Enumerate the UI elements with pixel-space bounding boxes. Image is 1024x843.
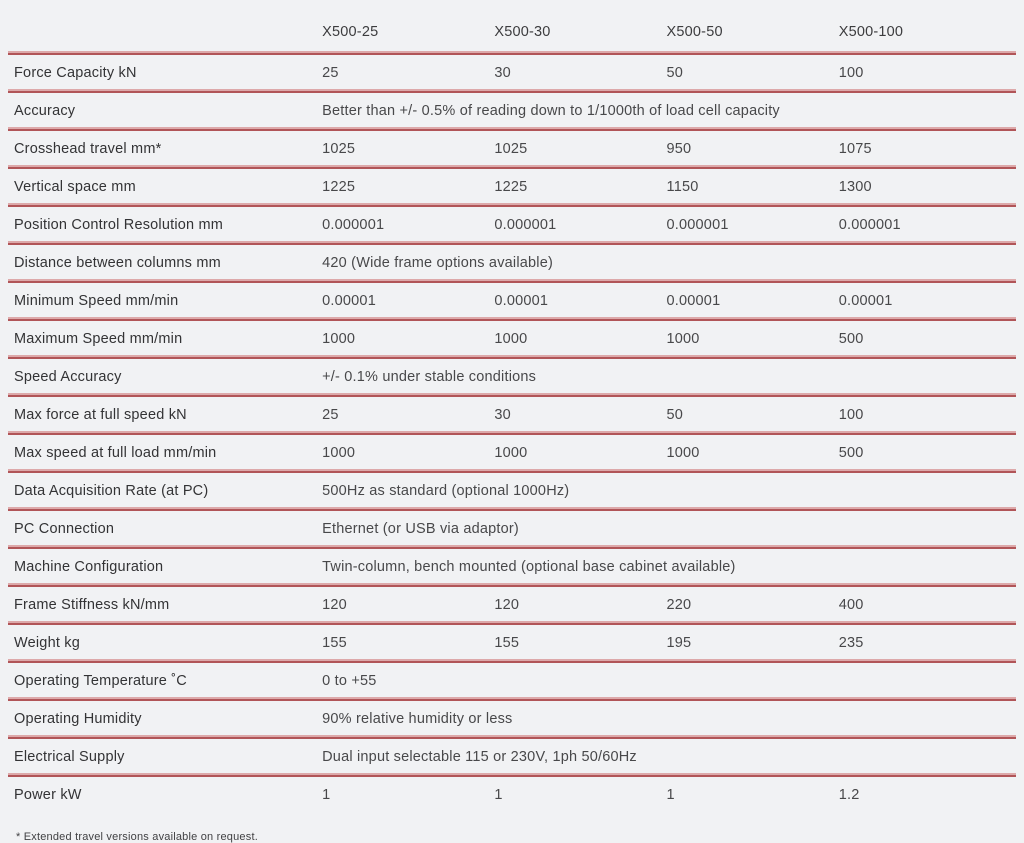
spec-value: 0.00001	[490, 282, 662, 320]
table-row	[8, 54, 1016, 92]
spec-table-header	[8, 10, 1016, 54]
table-row	[8, 396, 1016, 434]
spec-value-spanning: Dual input selectable 115 or 230V, 1ph 50/60Hz	[318, 738, 1016, 776]
spec-value: 1.2	[838, 787, 860, 803]
column-header-x500-25: X500-25	[318, 10, 490, 54]
column-header-x500-50: X500-50	[663, 10, 835, 54]
spec-value: 1000	[490, 434, 662, 472]
spec-table	[8, 10, 1016, 813]
spec-value: 30	[490, 54, 662, 92]
spec-row-label: Electrical Supply	[8, 738, 318, 776]
spec-value: 1	[494, 787, 503, 803]
spec-row-label: Force Capacity kN	[8, 54, 318, 92]
spec-value: 500	[835, 320, 1016, 358]
table-row	[8, 206, 1016, 244]
spec-row-label: Minimum Speed mm/min	[8, 282, 318, 320]
spec-value-spanning: +/- 0.1% under stable conditions	[318, 358, 1016, 396]
spec-row-label: Operating Temperature ˚C	[8, 662, 318, 700]
spec-value: 155	[490, 624, 662, 662]
spec-row-label: Accuracy	[8, 92, 318, 130]
table-row	[8, 700, 1016, 738]
spec-row-label: Max speed at full load mm/min	[8, 434, 318, 472]
spec-row-label: Crosshead travel mm*	[8, 130, 318, 168]
table-row	[8, 168, 1016, 206]
table-row	[8, 472, 1016, 510]
spec-value: 0.000001	[490, 206, 662, 244]
spec-value: 1075	[835, 130, 1016, 168]
spec-value: 50	[663, 54, 835, 92]
column-header-x500-100: X500-100	[835, 10, 1016, 54]
column-header-x500-30: X500-30	[490, 10, 662, 54]
spec-value-spanning: 0 to +55	[318, 662, 1016, 700]
spec-row-label: Machine Configuration	[8, 548, 318, 586]
table-row	[8, 548, 1016, 586]
table-row	[8, 662, 1016, 700]
spec-row-label: Operating Humidity	[8, 700, 318, 738]
spec-value: 30	[490, 396, 662, 434]
spec-value: 100	[835, 396, 1016, 434]
spec-row-label: Vertical space mm	[8, 168, 318, 206]
spec-value: 235	[835, 624, 1016, 662]
header-row	[8, 10, 1016, 54]
spec-value: 25	[318, 54, 490, 92]
spec-value: 1	[666, 787, 675, 803]
spec-value: 1	[322, 787, 331, 803]
table-row	[8, 624, 1016, 662]
spec-row-label: Weight kg	[8, 624, 318, 662]
spec-value: 220	[663, 586, 835, 624]
spec-value: 1000	[663, 434, 835, 472]
spec-value: 25	[318, 396, 490, 434]
table-row	[8, 244, 1016, 282]
spec-value: 950	[663, 130, 835, 168]
spec-value: 1025	[318, 130, 490, 168]
table-row	[8, 282, 1016, 320]
spec-row-label: Speed Accuracy	[8, 358, 318, 396]
spec-value-spanning: Better than +/- 0.5% of reading down to 1/1000th of load cell capacity	[318, 92, 1016, 130]
spec-row-label: Max force at full speed kN	[8, 396, 318, 434]
spec-value: 50	[663, 396, 835, 434]
spec-value: 100	[835, 54, 1016, 92]
table-row	[8, 320, 1016, 358]
spec-value: 1000	[490, 320, 662, 358]
spec-value: 0.000001	[663, 206, 835, 244]
spec-value: 0.000001	[318, 206, 490, 244]
spec-value-spanning: 500Hz as standard (optional 1000Hz)	[318, 472, 1016, 510]
table-row	[8, 738, 1016, 776]
table-row	[8, 510, 1016, 548]
spec-value: 1000	[318, 320, 490, 358]
table-row	[8, 586, 1016, 624]
spec-value: 0.00001	[663, 282, 835, 320]
table-row	[8, 776, 1016, 813]
spec-value-spanning: Ethernet (or USB via adaptor)	[318, 510, 1016, 548]
table-row	[8, 358, 1016, 396]
spec-value-spanning: 90% relative humidity or less	[318, 700, 1016, 738]
spec-value-spanning: 420 (Wide frame options available)	[318, 244, 1016, 282]
spec-row-label: Maximum Speed mm/min	[8, 320, 318, 358]
spec-value: 1225	[318, 168, 490, 206]
spec-value: 120	[490, 586, 662, 624]
spec-value: 120	[318, 586, 490, 624]
footnote: * Extended travel versions available on request.	[16, 831, 258, 843]
spec-value: 1300	[835, 168, 1016, 206]
spec-value: 0.00001	[318, 282, 490, 320]
spec-value: 0.00001	[835, 282, 1016, 320]
spec-row-label: Data Acquisition Rate (at PC)	[8, 472, 318, 510]
spec-value: 1225	[490, 168, 662, 206]
spec-row-label: Distance between columns mm	[8, 244, 318, 282]
column-header-blank	[8, 10, 318, 54]
spec-value: 400	[835, 586, 1016, 624]
table-row	[8, 434, 1016, 472]
spec-value: 1000	[663, 320, 835, 358]
spec-value: 195	[663, 624, 835, 662]
table-row	[8, 92, 1016, 130]
table-row	[8, 130, 1016, 168]
spec-value: 1150	[663, 168, 835, 206]
spec-row-label: Frame Stiffness kN/mm	[8, 586, 318, 624]
spec-row-label: PC Connection	[8, 510, 318, 548]
spec-table-body	[8, 54, 1016, 813]
spec-value: 1000	[318, 434, 490, 472]
spec-value: 500	[835, 434, 1016, 472]
spec-value: 155	[318, 624, 490, 662]
spec-value: 0.000001	[835, 206, 1016, 244]
spec-value-spanning: Twin-column, bench mounted (optional base cabinet available)	[318, 548, 1016, 586]
spec-value: 1025	[490, 130, 662, 168]
spec-row-label: Position Control Resolution mm	[8, 206, 318, 244]
spec-row-label: Power kW	[14, 787, 82, 803]
